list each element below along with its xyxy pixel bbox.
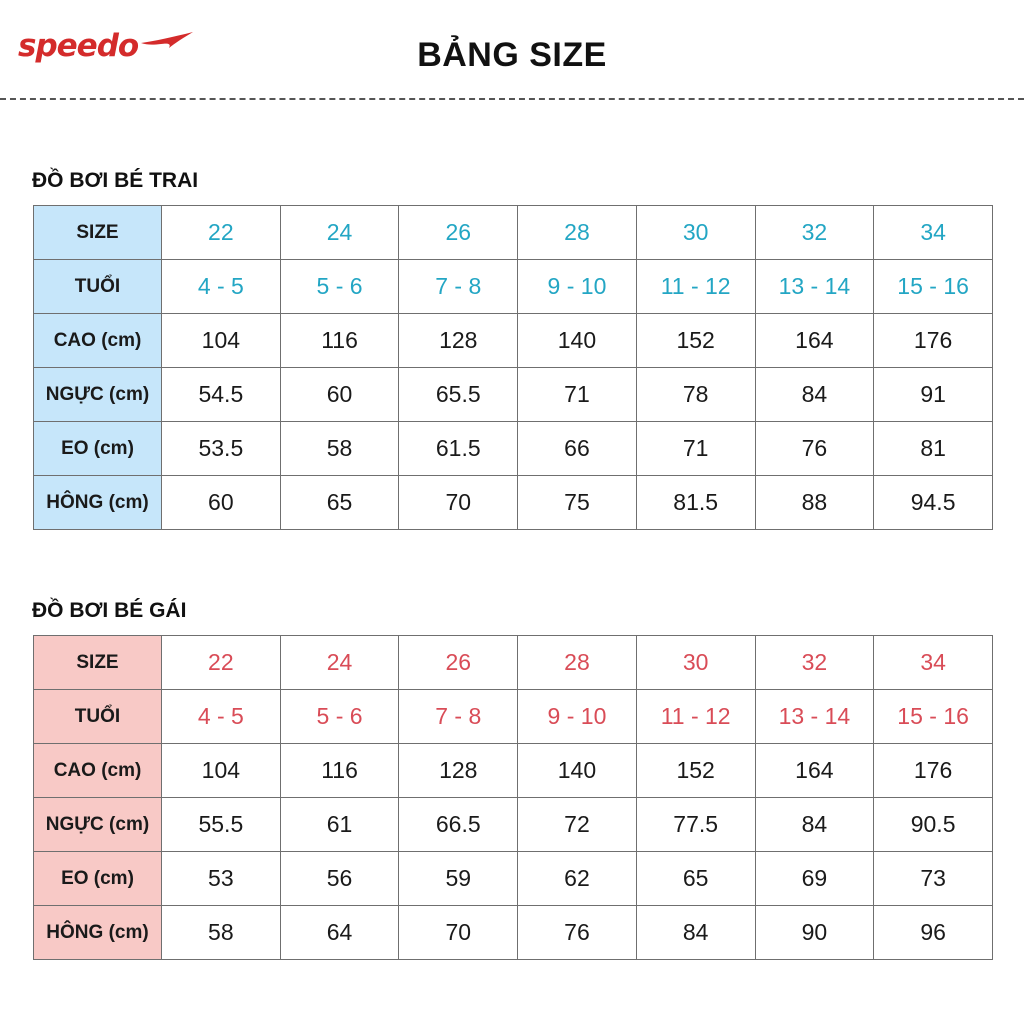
row-label: HÔNG (cm) xyxy=(34,906,162,960)
table-cell: 30 xyxy=(636,636,755,690)
table-cell: 84 xyxy=(636,906,755,960)
table-cell: 61.5 xyxy=(399,422,518,476)
table-cell: 4 - 5 xyxy=(162,260,281,314)
row-label: SIZE xyxy=(34,636,162,690)
table-cell: 26 xyxy=(399,636,518,690)
row-label: SIZE xyxy=(34,206,162,260)
table-cell: 5 - 6 xyxy=(280,260,399,314)
table-cell: 116 xyxy=(280,744,399,798)
table-row xyxy=(34,690,993,744)
table-cell: 4 - 5 xyxy=(162,690,281,744)
table-row xyxy=(34,906,993,960)
table-cell: 56 xyxy=(280,852,399,906)
table-row xyxy=(34,260,993,314)
table-cell: 28 xyxy=(518,636,637,690)
table-cell: 84 xyxy=(755,798,874,852)
table-cell: 53.5 xyxy=(162,422,281,476)
table-cell: 60 xyxy=(280,368,399,422)
table-cell: 66 xyxy=(518,422,637,476)
table-cell: 11 - 12 xyxy=(636,690,755,744)
table-cell: 32 xyxy=(755,206,874,260)
table-cell: 58 xyxy=(162,906,281,960)
table-cell: 7 - 8 xyxy=(399,690,518,744)
table-cell: 176 xyxy=(874,744,993,798)
table-cell: 15 - 16 xyxy=(874,690,993,744)
table-cell: 32 xyxy=(755,636,874,690)
table-cell: 53 xyxy=(162,852,281,906)
table-row xyxy=(34,368,993,422)
table-cell: 91 xyxy=(874,368,993,422)
row-label: EO (cm) xyxy=(34,422,162,476)
page-title: BẢNG SIZE xyxy=(417,36,607,74)
table-row xyxy=(34,476,993,530)
boys-section-title: ĐỒ BƠI BÉ TRAI xyxy=(32,169,199,192)
table-cell: 9 - 10 xyxy=(518,690,637,744)
table-cell: 96 xyxy=(874,906,993,960)
table-cell: 81.5 xyxy=(636,476,755,530)
dashed-divider xyxy=(0,98,1024,100)
table-cell: 72 xyxy=(518,798,637,852)
table-cell: 104 xyxy=(162,314,281,368)
table-cell: 152 xyxy=(636,744,755,798)
table-cell: 22 xyxy=(162,636,281,690)
table-cell: 76 xyxy=(518,906,637,960)
table-cell: 176 xyxy=(874,314,993,368)
table-row xyxy=(34,852,993,906)
row-label: TUỔI xyxy=(34,260,162,314)
girls-size-table xyxy=(33,635,993,960)
table-cell: 28 xyxy=(518,206,637,260)
table-cell: 84 xyxy=(755,368,874,422)
table-row xyxy=(34,206,993,260)
table-cell: 104 xyxy=(162,744,281,798)
table-cell: 34 xyxy=(874,206,993,260)
table-cell: 128 xyxy=(399,314,518,368)
table-cell: 11 - 12 xyxy=(636,260,755,314)
table-cell: 90 xyxy=(755,906,874,960)
row-label: EO (cm) xyxy=(34,852,162,906)
table-cell: 73 xyxy=(874,852,993,906)
table-cell: 64 xyxy=(280,906,399,960)
table-cell: 71 xyxy=(636,422,755,476)
table-cell: 88 xyxy=(755,476,874,530)
table-row xyxy=(34,636,993,690)
table-cell: 71 xyxy=(518,368,637,422)
table-cell: 116 xyxy=(280,314,399,368)
table-row xyxy=(34,798,993,852)
table-cell: 152 xyxy=(636,314,755,368)
table-cell: 75 xyxy=(518,476,637,530)
table-cell: 55.5 xyxy=(162,798,281,852)
table-cell: 70 xyxy=(399,476,518,530)
table-cell: 15 - 16 xyxy=(874,260,993,314)
table-cell: 90.5 xyxy=(874,798,993,852)
table-cell: 94.5 xyxy=(874,476,993,530)
table-cell: 128 xyxy=(399,744,518,798)
row-label: CAO (cm) xyxy=(34,744,162,798)
table-cell: 9 - 10 xyxy=(518,260,637,314)
table-cell: 61 xyxy=(280,798,399,852)
table-cell: 5 - 6 xyxy=(280,690,399,744)
table-cell: 54.5 xyxy=(162,368,281,422)
table-cell: 69 xyxy=(755,852,874,906)
table-cell: 140 xyxy=(518,314,637,368)
table-cell: 13 - 14 xyxy=(755,260,874,314)
table-cell: 77.5 xyxy=(636,798,755,852)
table-cell: 65 xyxy=(280,476,399,530)
row-label: CAO (cm) xyxy=(34,314,162,368)
table-row xyxy=(34,744,993,798)
table-cell: 70 xyxy=(399,906,518,960)
table-cell: 164 xyxy=(755,744,874,798)
table-cell: 58 xyxy=(280,422,399,476)
table-cell: 24 xyxy=(280,206,399,260)
boys-size-table xyxy=(33,205,993,530)
table-cell: 30 xyxy=(636,206,755,260)
table-cell: 81 xyxy=(874,422,993,476)
table-cell: 76 xyxy=(755,422,874,476)
logo-text: speedo xyxy=(18,28,139,64)
table-cell: 60 xyxy=(162,476,281,530)
table-cell: 7 - 8 xyxy=(399,260,518,314)
row-label: NGỰC (cm) xyxy=(34,368,162,422)
row-label: NGỰC (cm) xyxy=(34,798,162,852)
table-cell: 13 - 14 xyxy=(755,690,874,744)
table-cell: 140 xyxy=(518,744,637,798)
row-label: HÔNG (cm) xyxy=(34,476,162,530)
row-label: TUỔI xyxy=(34,690,162,744)
table-cell: 66.5 xyxy=(399,798,518,852)
table-cell: 78 xyxy=(636,368,755,422)
girls-section-title: ĐỒ BƠI BÉ GÁI xyxy=(32,599,187,622)
table-row xyxy=(34,422,993,476)
table-cell: 65.5 xyxy=(399,368,518,422)
table-cell: 34 xyxy=(874,636,993,690)
table-cell: 59 xyxy=(399,852,518,906)
table-cell: 22 xyxy=(162,206,281,260)
table-cell: 65 xyxy=(636,852,755,906)
table-cell: 26 xyxy=(399,206,518,260)
table-cell: 24 xyxy=(280,636,399,690)
table-row xyxy=(34,314,993,368)
table-cell: 164 xyxy=(755,314,874,368)
table-cell: 62 xyxy=(518,852,637,906)
